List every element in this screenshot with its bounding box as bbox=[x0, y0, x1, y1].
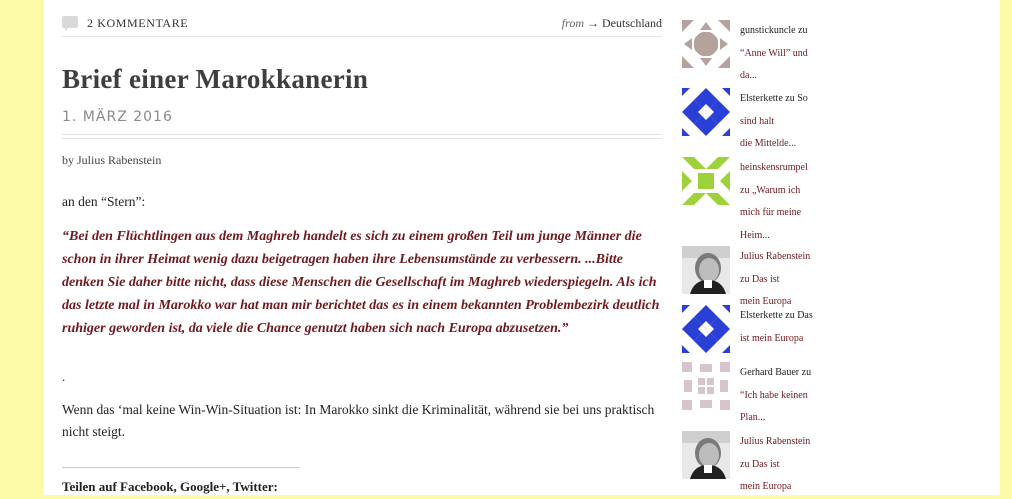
recent-comment-line: Plan... bbox=[740, 412, 766, 423]
post-title[interactable]: Brief einer Marokkanerin bbox=[62, 64, 369, 94]
recent-comment-text[interactable] bbox=[740, 305, 830, 350]
recent-comment-line: sind halt bbox=[740, 115, 775, 127]
post-date: 1. MÄRZ 2016 bbox=[62, 109, 173, 125]
page bbox=[44, 0, 1000, 495]
arrow-right-icon: → bbox=[587, 16, 600, 30]
post-category bbox=[562, 16, 662, 31]
recent-comment-line: Julius Rabenstein bbox=[740, 436, 811, 447]
avatar bbox=[682, 88, 730, 136]
avatar bbox=[682, 20, 730, 68]
post-meta-bar bbox=[62, 14, 662, 37]
recent-comment-line: mein Europa bbox=[740, 481, 792, 492]
title-divider bbox=[62, 134, 662, 139]
recent-comment-line: zu „Warum ich bbox=[740, 184, 801, 196]
post-separator-dot: . bbox=[62, 369, 66, 384]
share-heading: Teilen auf Facebook, Google+, Twitter: bbox=[62, 479, 278, 494]
recent-comment-line: gunstickuncle zu bbox=[740, 25, 808, 36]
recent-comment-text[interactable] bbox=[740, 246, 830, 314]
recent-comment-line: zu Das ist bbox=[740, 273, 780, 285]
avatar bbox=[682, 431, 730, 479]
category-link[interactable]: Deutschland bbox=[602, 16, 662, 30]
post-body: Wenn das ‘mal keine Win-Win-Situation ist: In Marokko sinkt die Kriminalität, während sie bei uns praktisch nicht steigt. bbox=[62, 402, 655, 439]
comments-link[interactable]: 2 KOMMENTARE bbox=[87, 16, 189, 30]
recent-comment-line: da... bbox=[740, 70, 757, 81]
recent-comment-line: heinskensrumpel bbox=[740, 162, 808, 173]
recent-comment-line: mein Europa bbox=[740, 296, 792, 307]
recent-comment-line: “Ich habe keinen bbox=[740, 389, 808, 401]
recent-comment-text[interactable] bbox=[740, 20, 830, 88]
recent-comment-line: ist mein Europa bbox=[740, 332, 804, 344]
share-divider bbox=[62, 467, 300, 468]
avatar bbox=[682, 157, 730, 205]
avatar bbox=[682, 362, 730, 410]
recent-comment-line: die Mittelde... bbox=[740, 138, 797, 149]
post-byline: by Julius Rabenstein bbox=[62, 153, 162, 167]
from-label: from bbox=[561, 16, 585, 30]
recent-comment-text[interactable] bbox=[740, 431, 830, 499]
comment-bubble-icon bbox=[62, 16, 78, 28]
recent-comment-line: Gerhard Bauer zu bbox=[740, 367, 812, 378]
recent-comment-line: “Anne Will” und bbox=[740, 47, 808, 59]
recent-comment-text[interactable] bbox=[740, 88, 830, 156]
recent-comment-line: Julius Rabenstein bbox=[740, 251, 811, 262]
recent-comment-line: Elsterkette zu Das bbox=[740, 310, 813, 321]
post-quote: “Bei den Flüchtlingen aus dem Maghreb handelt es sich zu einem großen Teil um junge Männer die schon in ihrer Heimat wenig dazu beigetragen haben ihre Lebensumstände zu verbessern. ...Bitte denken Sie daher bitte nicht, dass diese Menschen die Gesellschaft im Maghreb wiederspiegeln. Als ich das letzte mal in Marokko war hat man mir berichtet das es in einem bekannten Problembezirk deutlich ruhiger geworden ist, da viele die Chance genutzt haben sich nach Europa abzusetzen.” bbox=[62, 229, 660, 336]
recent-comment-text[interactable] bbox=[740, 157, 830, 247]
post-intro: an den “Stern”: bbox=[62, 194, 146, 209]
avatar bbox=[682, 246, 730, 294]
avatar bbox=[682, 305, 730, 353]
recent-comment-line: Elsterkette zu So bbox=[740, 93, 808, 104]
recent-comment-line: mich für meine bbox=[740, 207, 802, 218]
recent-comment-line: Heim... bbox=[740, 229, 770, 241]
recent-comment-line: zu Das ist bbox=[740, 458, 780, 470]
recent-comment-text[interactable] bbox=[740, 362, 830, 430]
